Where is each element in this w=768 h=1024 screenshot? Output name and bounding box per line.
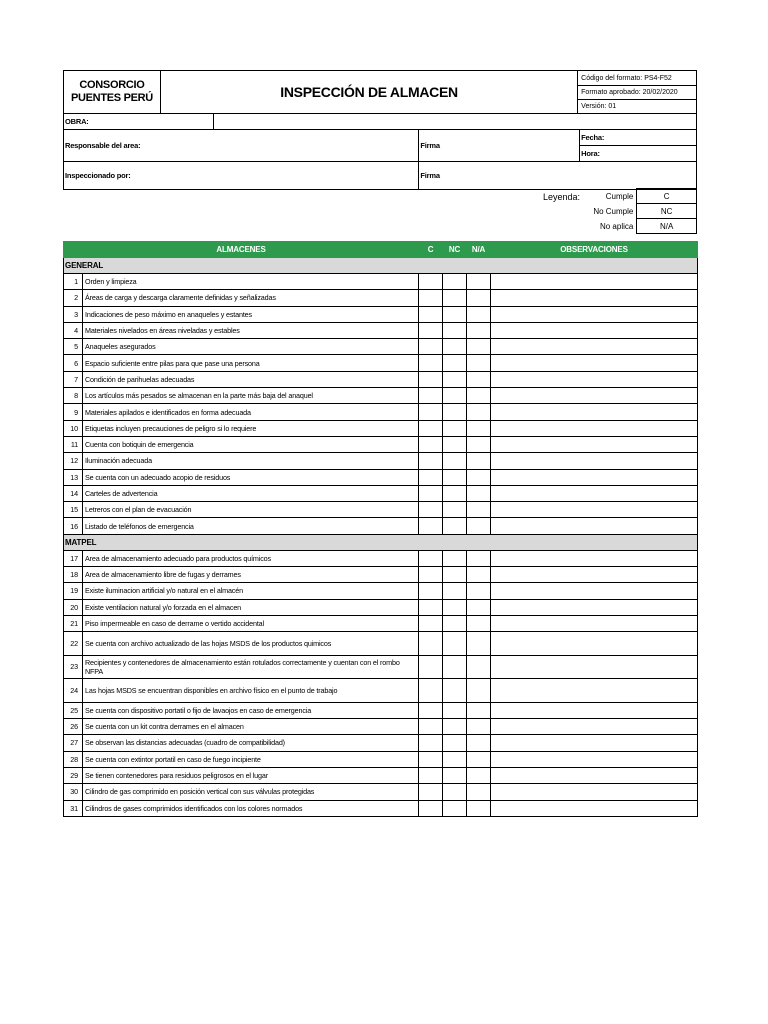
check-c-cell[interactable] <box>419 469 443 485</box>
check-nc-cell[interactable] <box>443 583 467 599</box>
observaciones-cell[interactable] <box>491 702 698 718</box>
observaciones-cell[interactable] <box>491 485 698 501</box>
legend-key-no-cumple: No Cumple <box>593 206 634 216</box>
version: Versión: 01 <box>578 100 697 114</box>
section-title: GENERAL <box>64 258 698 274</box>
checklist-header-row <box>64 242 698 258</box>
item-description: Recipientes y contenedores de almacenamiento están rotulados correctamente y cuentan con el rombo NFPA <box>83 655 419 679</box>
check-c-cell[interactable] <box>419 322 443 338</box>
checklist-row <box>64 469 698 485</box>
item-description: Etiquetas incluyen precauciones de peligro si lo requiere <box>83 420 419 436</box>
check-nc-cell[interactable] <box>443 751 467 767</box>
section-title: MATPEL <box>64 534 698 550</box>
checklist-row <box>64 339 698 355</box>
item-description: Carteles de advertencia <box>83 485 419 501</box>
check-nc-cell[interactable] <box>443 436 467 452</box>
observaciones-cell[interactable] <box>491 388 698 404</box>
format-approved: Formato aprobado: 20/02/2020 <box>578 86 697 100</box>
check-nc-cell[interactable] <box>443 550 467 566</box>
info-block <box>63 113 697 190</box>
item-description: Existe iluminacion artificial y/o natural en el almacén <box>83 583 419 599</box>
observaciones-cell[interactable] <box>491 404 698 420</box>
check-c-cell[interactable] <box>419 485 443 501</box>
item-number: 5 <box>64 339 83 355</box>
check-na-cell[interactable] <box>467 469 491 485</box>
check-na-cell[interactable] <box>467 404 491 420</box>
checklist-row <box>64 485 698 501</box>
check-c-cell[interactable] <box>419 599 443 615</box>
check-nc-cell[interactable] <box>443 388 467 404</box>
observaciones-cell[interactable] <box>491 800 698 816</box>
item-number: 20 <box>64 599 83 615</box>
header-almacenes: ALMACENES <box>64 242 419 258</box>
check-c-cell[interactable] <box>419 615 443 631</box>
check-na-cell[interactable] <box>467 784 491 800</box>
check-na-cell[interactable] <box>467 583 491 599</box>
observaciones-cell[interactable] <box>491 355 698 371</box>
check-nc-cell[interactable] <box>443 453 467 469</box>
check-na-cell[interactable] <box>467 355 491 371</box>
legend-value-nc: NC <box>637 204 697 219</box>
check-nc-cell[interactable] <box>443 306 467 322</box>
observaciones-cell[interactable] <box>491 518 698 534</box>
check-nc-cell[interactable] <box>443 274 467 290</box>
item-description: Area de almacenamiento libre de fugas y derrames <box>83 567 419 583</box>
inspection-checklist <box>63 241 698 817</box>
fecha-label: Fecha: <box>580 130 697 146</box>
observaciones-cell[interactable] <box>491 655 698 679</box>
check-na-cell[interactable] <box>467 550 491 566</box>
item-number: 6 <box>64 355 83 371</box>
checklist-row <box>64 274 698 290</box>
check-nc-cell[interactable] <box>443 420 467 436</box>
item-number: 28 <box>64 751 83 767</box>
section-row <box>64 258 698 274</box>
check-na-cell[interactable] <box>467 290 491 306</box>
check-c-cell[interactable] <box>419 502 443 518</box>
check-c-cell[interactable] <box>419 518 443 534</box>
checklist-row <box>64 679 698 703</box>
item-description: Anaqueles asegurados <box>83 339 419 355</box>
legend-key-cumple: Cumple <box>605 191 634 201</box>
check-na-cell[interactable] <box>467 702 491 718</box>
item-number: 30 <box>64 784 83 800</box>
checklist-row <box>64 550 698 566</box>
check-c-cell[interactable] <box>419 719 443 735</box>
check-na-cell[interactable] <box>467 436 491 452</box>
check-na-cell[interactable] <box>467 599 491 615</box>
check-na-cell[interactable] <box>467 485 491 501</box>
item-number: 12 <box>64 453 83 469</box>
observaciones-cell[interactable] <box>491 469 698 485</box>
legend-table <box>588 188 697 234</box>
checklist-row <box>64 420 698 436</box>
check-nc-cell[interactable] <box>443 767 467 783</box>
responsable-label: Responsable del area: <box>64 130 419 162</box>
obra-label: OBRA: <box>64 114 214 130</box>
item-description: Letreros con el plan de evacuación <box>83 502 419 518</box>
observaciones-cell[interactable] <box>491 306 698 322</box>
check-c-cell[interactable] <box>419 404 443 420</box>
header-nc: NC <box>443 242 467 258</box>
item-number: 22 <box>64 632 83 656</box>
checklist-row <box>64 735 698 751</box>
item-number: 21 <box>64 615 83 631</box>
item-description: Se cuenta con un kit contra derrames en el almacen <box>83 719 419 735</box>
check-nc-cell[interactable] <box>443 702 467 718</box>
check-nc-cell[interactable] <box>443 371 467 387</box>
item-number: 2 <box>64 290 83 306</box>
company-name: CONSORCIO PUENTES PERÚ <box>64 71 161 114</box>
item-number: 29 <box>64 767 83 783</box>
check-na-cell[interactable] <box>467 800 491 816</box>
check-na-cell[interactable] <box>467 767 491 783</box>
item-description: Listado de teléfonos de emergencia <box>83 518 419 534</box>
legend-label: Leyenda: <box>542 192 580 202</box>
document-header <box>63 70 697 114</box>
check-nc-cell[interactable] <box>443 322 467 338</box>
item-description: Se cuenta con archivo actualizado de las hojas MSDS de los productos quimicos <box>83 632 419 656</box>
item-description: Áreas de carga y descarga claramente definidas y señalizadas <box>83 290 419 306</box>
inspeccionado-label: Inspeccionado por: <box>64 162 419 190</box>
observaciones-cell[interactable] <box>491 274 698 290</box>
observaciones-cell[interactable] <box>491 583 698 599</box>
check-na-cell[interactable] <box>467 615 491 631</box>
check-na-cell[interactable] <box>467 567 491 583</box>
item-number: 17 <box>64 550 83 566</box>
check-c-cell[interactable] <box>419 767 443 783</box>
check-na-cell[interactable] <box>467 518 491 534</box>
checklist-row <box>64 719 698 735</box>
item-number: 19 <box>64 583 83 599</box>
check-na-cell[interactable] <box>467 420 491 436</box>
check-nc-cell[interactable] <box>443 679 467 703</box>
check-nc-cell[interactable] <box>443 339 467 355</box>
item-number: 3 <box>64 306 83 322</box>
check-na-cell[interactable] <box>467 719 491 735</box>
check-c-cell[interactable] <box>419 420 443 436</box>
check-c-cell[interactable] <box>419 453 443 469</box>
check-na-cell[interactable] <box>467 339 491 355</box>
item-description: Se cuenta con dispositivo portatil o fijo de lavaojos en caso de emergencia <box>83 702 419 718</box>
check-na-cell[interactable] <box>467 453 491 469</box>
observaciones-cell[interactable] <box>491 567 698 583</box>
check-c-cell[interactable] <box>419 800 443 816</box>
item-number: 23 <box>64 655 83 679</box>
checklist-row <box>64 290 698 306</box>
item-number: 4 <box>64 322 83 338</box>
firma-label-2: Firma <box>419 162 697 190</box>
checklist-row <box>64 371 698 387</box>
checklist-row <box>64 800 698 816</box>
checklist-row <box>64 518 698 534</box>
checklist-row <box>64 306 698 322</box>
observaciones-cell[interactable] <box>491 632 698 656</box>
checklist-row <box>64 355 698 371</box>
check-na-cell[interactable] <box>467 751 491 767</box>
header-na: N/A <box>467 242 491 258</box>
observaciones-cell[interactable] <box>491 719 698 735</box>
check-c-cell[interactable] <box>419 583 443 599</box>
check-c-cell[interactable] <box>419 632 443 656</box>
legend-value-c: C <box>637 189 697 204</box>
check-c-cell[interactable] <box>419 567 443 583</box>
item-number: 25 <box>64 702 83 718</box>
check-nc-cell[interactable] <box>443 719 467 735</box>
checklist-row <box>64 632 698 656</box>
checklist-row <box>64 567 698 583</box>
check-nc-cell[interactable] <box>443 735 467 751</box>
item-description: Se cuenta con extintor portatil en caso de fuego incipiente <box>83 751 419 767</box>
observaciones-cell[interactable] <box>491 420 698 436</box>
checklist-row <box>64 502 698 518</box>
item-number: 27 <box>64 735 83 751</box>
check-nc-cell[interactable] <box>443 290 467 306</box>
observaciones-cell[interactable] <box>491 751 698 767</box>
item-number: 11 <box>64 436 83 452</box>
item-description: Area de almacenamiento adecuado para productos químicos <box>83 550 419 566</box>
observaciones-cell[interactable] <box>491 599 698 615</box>
item-number: 31 <box>64 800 83 816</box>
check-c-cell[interactable] <box>419 751 443 767</box>
item-description: Se cuenta con un adecuado acopio de residuos <box>83 469 419 485</box>
observaciones-cell[interactable] <box>491 371 698 387</box>
item-description: Espacio suficiente entre pilas para que pase una persona <box>83 355 419 371</box>
check-nc-cell[interactable] <box>443 567 467 583</box>
item-number: 10 <box>64 420 83 436</box>
checklist-row <box>64 751 698 767</box>
item-description: Cuenta con botiquin de emergencia <box>83 436 419 452</box>
check-nc-cell[interactable] <box>443 615 467 631</box>
item-number: 8 <box>64 388 83 404</box>
check-na-cell[interactable] <box>467 502 491 518</box>
checklist-row <box>64 388 698 404</box>
observaciones-cell[interactable] <box>491 339 698 355</box>
check-nc-cell[interactable] <box>443 800 467 816</box>
observaciones-cell[interactable] <box>491 322 698 338</box>
checklist-row <box>64 767 698 783</box>
check-nc-cell[interactable] <box>443 518 467 534</box>
item-description: Cilindro de gas comprimido en posición vertical con sus válvulas protegidas <box>83 784 419 800</box>
observaciones-cell[interactable] <box>491 784 698 800</box>
checklist-row <box>64 436 698 452</box>
check-nc-cell[interactable] <box>443 485 467 501</box>
item-number: 14 <box>64 485 83 501</box>
checklist-row <box>64 615 698 631</box>
check-na-cell[interactable] <box>467 679 491 703</box>
check-c-cell[interactable] <box>419 679 443 703</box>
checklist-row <box>64 583 698 599</box>
checklist-row <box>64 784 698 800</box>
check-nc-cell[interactable] <box>443 632 467 656</box>
check-na-cell[interactable] <box>467 306 491 322</box>
check-na-cell[interactable] <box>467 371 491 387</box>
observaciones-cell[interactable] <box>491 436 698 452</box>
section-row <box>64 534 698 550</box>
observaciones-cell[interactable] <box>491 453 698 469</box>
document-title: INSPECCIÓN DE ALMACEN <box>160 71 577 114</box>
observaciones-cell[interactable] <box>491 550 698 566</box>
item-number: 9 <box>64 404 83 420</box>
item-description: Iluminación adecuada <box>83 453 419 469</box>
check-na-cell[interactable] <box>467 655 491 679</box>
header-c: C <box>419 242 443 258</box>
check-c-cell[interactable] <box>419 735 443 751</box>
item-number: 1 <box>64 274 83 290</box>
item-number: 15 <box>64 502 83 518</box>
item-description: Cilindros de gases comprimidos identificados con los colores normados <box>83 800 419 816</box>
check-c-cell[interactable] <box>419 355 443 371</box>
checklist-row <box>64 702 698 718</box>
item-number: 7 <box>64 371 83 387</box>
check-nc-cell[interactable] <box>443 502 467 518</box>
checklist-row <box>64 322 698 338</box>
check-c-cell[interactable] <box>419 702 443 718</box>
item-description: Se tienen contenedores para residuos peligrosos en el lugar <box>83 767 419 783</box>
check-c-cell[interactable] <box>419 655 443 679</box>
format-code: Código del formato: PS4-F52 <box>578 71 697 86</box>
observaciones-cell[interactable] <box>491 735 698 751</box>
check-nc-cell[interactable] <box>443 599 467 615</box>
check-na-cell[interactable] <box>467 735 491 751</box>
observaciones-cell[interactable] <box>491 767 698 783</box>
check-c-cell[interactable] <box>419 784 443 800</box>
item-description: Piso impermeable en caso de derrame o vertido accidental <box>83 615 419 631</box>
item-description: Las hojas MSDS se encuentran disponibles en archivo físico en el punto de trabajo <box>83 679 419 703</box>
checklist-row <box>64 599 698 615</box>
obra-field[interactable] <box>213 114 696 130</box>
check-c-cell[interactable] <box>419 274 443 290</box>
item-number: 24 <box>64 679 83 703</box>
check-na-cell[interactable] <box>467 388 491 404</box>
check-na-cell[interactable] <box>467 274 491 290</box>
item-description: Los artículos más pesados se almacenan en la parte más baja del anaquel <box>83 388 419 404</box>
item-description: Materiales apilados e identificados en forma adecuada <box>83 404 419 420</box>
check-c-cell[interactable] <box>419 388 443 404</box>
hora-label: Hora: <box>580 146 697 162</box>
checklist-row <box>64 655 698 679</box>
check-nc-cell[interactable] <box>443 784 467 800</box>
item-description: Existe ventilacion natural y/o forzada en el almacen <box>83 599 419 615</box>
check-c-cell[interactable] <box>419 550 443 566</box>
checklist-row <box>64 453 698 469</box>
item-number: 16 <box>64 518 83 534</box>
check-c-cell[interactable] <box>419 339 443 355</box>
item-number: 26 <box>64 719 83 735</box>
item-number: 18 <box>64 567 83 583</box>
firma-label-1: Firma <box>419 130 580 162</box>
check-c-cell[interactable] <box>419 290 443 306</box>
check-nc-cell[interactable] <box>443 655 467 679</box>
observaciones-cell[interactable] <box>491 615 698 631</box>
legend-key-no-aplica: No aplica <box>599 221 634 231</box>
item-description: Se observan las distancias adecuadas (cuadro de compatibilidad) <box>83 735 419 751</box>
header-observaciones: OBSERVACIONES <box>491 242 698 258</box>
item-description: Materiales nivelados en áreas niveladas y estables <box>83 322 419 338</box>
check-c-cell[interactable] <box>419 436 443 452</box>
item-description: Condición de parihuelas adecuadas <box>83 371 419 387</box>
check-nc-cell[interactable] <box>443 355 467 371</box>
check-nc-cell[interactable] <box>443 469 467 485</box>
item-description: Indicaciones de peso máximo en anaqueles y estantes <box>83 306 419 322</box>
observaciones-cell[interactable] <box>491 502 698 518</box>
check-na-cell[interactable] <box>467 632 491 656</box>
item-description: Orden y limpieza <box>83 274 419 290</box>
check-na-cell[interactable] <box>467 322 491 338</box>
checklist-row <box>64 404 698 420</box>
observaciones-cell[interactable] <box>491 679 698 703</box>
legend-value-na: N/A <box>637 219 697 234</box>
check-c-cell[interactable] <box>419 371 443 387</box>
check-c-cell[interactable] <box>419 306 443 322</box>
observaciones-cell[interactable] <box>491 290 698 306</box>
item-number: 13 <box>64 469 83 485</box>
check-nc-cell[interactable] <box>443 404 467 420</box>
